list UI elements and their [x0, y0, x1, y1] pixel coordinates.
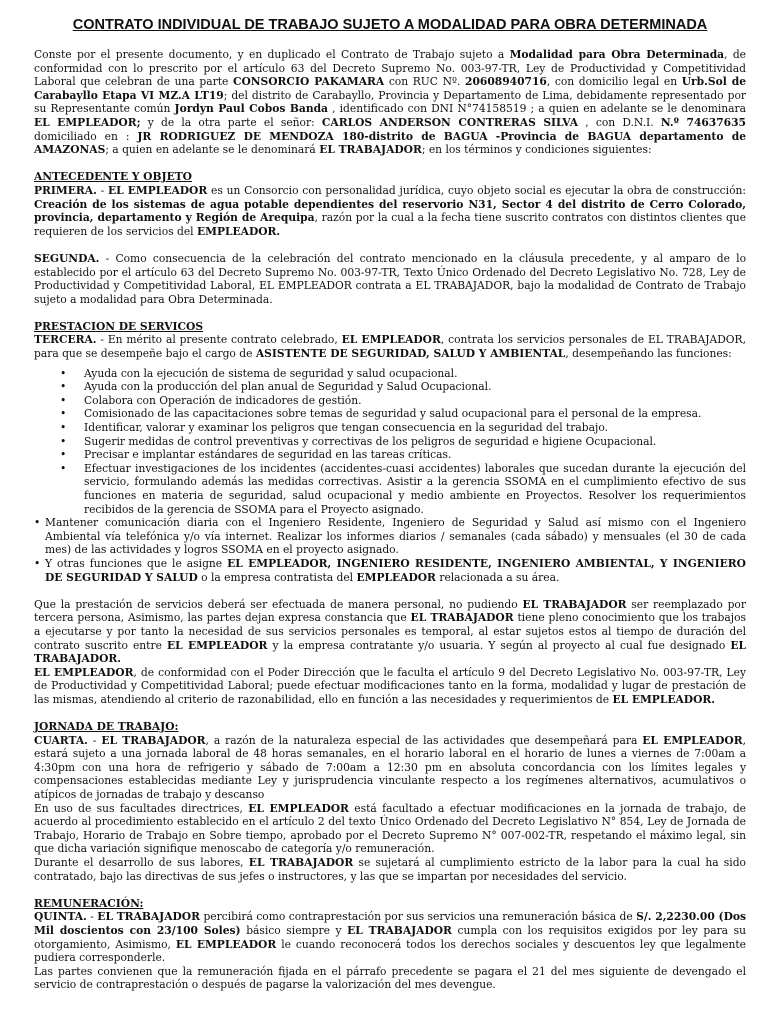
intro-text: ; a quien en adelante se le denominará — [105, 143, 320, 157]
intro-text: Conste por el presente documento, y en duplicado el Contrato de Trabajo sujeto a — [34, 48, 510, 61]
paragraph-work-duties — [34, 856, 746, 883]
intro-text: , de conformidad con lo prescrito por el artículo 63 del Decreto Supremo No. 003-97-TR, Ley de Productividad y Competitividad Laboral que celebran de una parte — [34, 48, 746, 89]
section-heading-prestacion: PRESTACION DE SERVICOS — [34, 319, 204, 333]
extra-functions-list — [34, 516, 746, 584]
paragraph-text: y la empresa contratante y/o usuaria. Y según al proyecto al cual fue designado — [267, 638, 731, 652]
list-item-bold: EL EMPLEADOR, INGENIERO RESIDENTE, INGENIERO AMBIENTAL, Y INGENIERO DE SEGURIDAD Y SALUD — [45, 556, 746, 584]
clause-text: le cuando reconocerá todos los derechos sociales y descuentos ley que legalmente pudiera corresponderle. — [34, 937, 746, 965]
heading-colon: : — [174, 720, 179, 734]
clause-label: QUINTA. — [34, 910, 87, 924]
paragraph-bold: EL TRABAJADOR — [248, 856, 354, 870]
paragraph-schedule-changes — [34, 802, 746, 856]
paragraph-employer-powers — [34, 666, 746, 707]
paragraph-text: ser reemplazado por tercera persona, Asimismo, las partes dejan expresa constancia que — [34, 597, 746, 625]
paragraph-payment-date: Las partes convienen que la remuneración fijada en el párrafo precedente se pagara el 21 del mes siguiente de devengado el servicio de contraprestación o después de pagarse la valorización del mes devengue. — [34, 964, 746, 992]
paragraph-personal-service — [34, 598, 746, 666]
paragraph-bold: EL EMPLEADOR. — [612, 692, 715, 706]
list-item-bold: EMPLEADOR — [356, 570, 436, 584]
clause-bold: EL TRABAJADOR — [347, 924, 452, 937]
project-name: Creación de los sistemas de agua potable dependientes del reservorio N31, Sector 4 del distrito de Cerro Colorado, provincia, departamento y Región de Arequipa — [34, 197, 746, 225]
paragraph-text: está facultado a efectuar modificaciones en la jornada de trabajo, de acuerdo al procedimiento establecido en el artículo 2 del texto Único Ordenado del Decreto Legislativo N° 854, Ley de Jornada de Trabajo, Horario de Trabajo en Sobre tiempo, aprobado por el Decreto Supremo N° 007-002-TR, respetando el máximo legal, sin que dicha variación signifique menoscabo de categoría y/o remuneración. — [34, 801, 747, 856]
paragraph-bold: EL EMPLEADOR — [248, 801, 349, 815]
clause-text: básico siempre y — [240, 924, 348, 937]
list-item: • Colabora con Operación de indicadores de gestión. — [34, 394, 746, 408]
paragraph-text: se sujetará al cumplimiento estricto de la labor para la cual ha sido contratado, bajo las directivas de sus jefes o instructores, y las que se impartan por necesidades del servicio. — [34, 856, 746, 883]
paragraph-bold: EL TRABAJADOR — [522, 597, 627, 611]
clause-label: CUARTA. — [34, 733, 88, 747]
clause-label: PRIMERA. — [34, 183, 97, 197]
clause-cuarta — [34, 734, 746, 802]
clause-text: cumpla con los requisitos exigidos por ley para su otorgamiento, Asimismo, — [34, 924, 746, 951]
document-title: CONTRATO INDIVIDUAL DE TRABAJO SUJETO A MODALIDAD PARA OBRA DETERMINADA — [72, 17, 708, 33]
worker-name: CARLOS ANDERSON CONTRERAS SILVA — [321, 115, 579, 129]
list-item-text: relacionada a su área. — [435, 570, 560, 584]
paragraph-bold: EL TRABAJADOR — [410, 611, 514, 625]
clause-label: TERCERA. — [34, 333, 97, 347]
clause-segunda — [34, 252, 746, 306]
list-item: • Ayuda con la ejecución de sistema de seguridad y salud ocupacional. — [34, 367, 746, 381]
intro-bold: EL EMPLEADOR; — [34, 115, 141, 129]
list-item-text: Y otras funciones que le asigne — [45, 556, 228, 570]
worker-dni: N.º 74637635 — [660, 115, 746, 129]
section-heading-antecedente: ANTECEDENTE Y OBJETO — [34, 170, 192, 184]
intro-bold: Modalidad para Obra Determinada — [509, 48, 725, 61]
clause-bold: EL EMPLEADOR — [642, 733, 743, 747]
heading-text: JORNADA DE TRABAJO — [34, 720, 175, 734]
section-heading-jornada — [34, 720, 746, 734]
clause-text: , desempeñando las funciones: — [565, 347, 732, 361]
clause-bold: EL EMPLEADOR — [175, 937, 277, 951]
paragraph-bold: EL EMPLEADOR — [34, 665, 134, 679]
salary-amount: S/. 2,2230.00 (Dos Mil doscientos con 23/100 Soles) — [34, 910, 746, 937]
clause-label: SEGUNDA. — [34, 251, 100, 265]
list-item — [34, 557, 746, 584]
intro-text: , identificado con DNI N°74158519 ; a quien en adelante se le denominara — [328, 102, 746, 116]
representative-name: Jordyn Paul Cobos Banda — [174, 102, 328, 116]
paragraph-bold: EL TRABAJADOR. — [34, 638, 747, 666]
paragraph-text: tiene pleno conocimiento que los trabajos a ejecutarse y por tanto la necesidad de sus servicios personales es temporal, al estar sujetos estos al tiempo de duración del contrato suscrito entre — [34, 611, 746, 652]
list-item: • Comisionado de las capacitaciones sobre temas de seguridad y salud ocupacional para el personal de la empresa. — [34, 407, 746, 421]
intro-text: domiciliado en : — [34, 129, 138, 143]
section-heading-remuneracion: REMUNERACIÓN: — [34, 896, 144, 910]
intro-bold: EL TRABAJADOR — [319, 143, 422, 157]
list-item: • Efectuar investigaciones de los incidentes (accidentes-cuasi accidentes) laborales que sucedan durante la ejecución del servicio, formulando además las medidas correctivas. Asistir a la gerencia SSOMA en el cumplimiento efectivo de sus funciones en materia de seguridad, salud ocupacional y medio ambiente en Proyectos. Resolver los requerimientos recibidos de la gerencia de SSOMA para el Proyecto asignado. — [34, 462, 746, 516]
paragraph-bold: EL EMPLEADOR — [166, 638, 268, 652]
clause-text: - — [86, 910, 98, 924]
functions-list — [34, 367, 746, 517]
intro-paragraph — [34, 48, 746, 157]
clause-text: - Como consecuencia de la celebración del contrato mencionado en la cláusula precedente, y al amparo de lo establecido por el artículo 63 del Decreto Supremo No. 003-97-TR, Texto Único Ordenado del Decreto Legislativo No. 728, Ley de Productividad y Competitividad Laboral, EL EMPLEADOR contrata a EL TRABAJADOR, bajo la modalidad de Contrato de Trabajo sujeto a modalidad para Obra Determinada. — [34, 251, 746, 306]
clause-bold: EL EMPLEADOR — [108, 183, 208, 197]
intro-text: ; en los términos y condiciones siguientes: — [421, 143, 652, 157]
clause-text: - — [96, 183, 108, 197]
employer-address: Urb.Sol de Carabayllo Etapa VI MZ.A LT19 — [34, 75, 747, 102]
employer-name: CONSORCIO PAKAMARA — [232, 75, 385, 89]
clause-text: es un Consorcio con personalidad jurídica, cuyo objeto social es ejecutar la obra de construcción: — [207, 183, 747, 197]
clause-text: , estará sujeto a una jornada laboral de 48 horas semanales, en el horario laboral en el horario de lunes a viernes de 7:00am a 4:30pm con una hora de refrigerio y sábado de 7:00am a 12:30 pm en absoluta concordancia con los límites legales y compensaciones establecidas mediante Ley y jurisprudencia vinculante respecto a los regímenes alternativos, acumulativos o atípicos de jornadas de trabajo y descanso — [34, 733, 746, 802]
clause-bold: EMPLEADOR. — [197, 224, 281, 238]
intro-text: , con domicilio legal en — [546, 75, 682, 89]
list-item: • Sugerir medidas de control preventivas y correctivas de los peligros de seguridad e higiene Ocupacional. — [34, 435, 746, 449]
clause-bold: EL TRABAJADOR — [101, 733, 206, 747]
intro-text: , con D.N.I. — [578, 115, 661, 129]
clause-bold: EL EMPLEADOR — [341, 333, 441, 347]
clause-text: , a razón de la naturaleza especial de las actividades que desempeñará para — [205, 733, 643, 747]
clause-bold: EL TRABAJADOR — [97, 910, 200, 924]
paragraph-text: Durante el desarrollo de sus labores, — [34, 856, 249, 870]
clause-primera — [34, 184, 746, 238]
worker-address: JR RODRIGUEZ DE MENDOZA 180-distrito de BAGUA -Provincia de BAGUA departamento de AMAZONAS — [34, 129, 746, 157]
intro-text: y de la otra parte el señor: — [140, 115, 322, 129]
list-item: • Ayuda con la producción del plan anual de Seguridad y Salud Ocupacional. — [34, 380, 746, 394]
clause-text: percibirá como contraprestación por sus servicios una remuneración básica de — [200, 910, 637, 924]
paragraph-text: En uso de sus facultades directrices, — [34, 801, 249, 815]
list-item: • Identificar, valorar y examinar los peligros que tengan consecuencia en la seguridad del trabajo. — [34, 421, 746, 435]
list-item-text: o la empresa contratista del — [197, 570, 357, 584]
clause-text: , razón por la cual a la fecha tiene suscrito contratos con distintos clientes que requieren de los servicios del — [34, 211, 746, 238]
list-item: • Precisar e implantar estándares de seguridad en las tareas críticas. — [34, 448, 746, 462]
paragraph-text: , de conformidad con el Poder Dirección que le faculta el artículo 9 del Decreto Legislativo No. 003-97-TR, Ley de Productividad y Competitividad Laboral; puede efectuar modificaciones tanto en la forma, modalidad y lugar de prestación de las mismas, atendiendo al criterio de razonabilidad, ello en función a las necesidades y requerimientos de — [34, 665, 746, 706]
job-title: ASISTENTE DE SEGURIDAD, SALUD Y AMBIENTAL — [255, 347, 566, 361]
intro-text: con RUC Nº. — [384, 75, 466, 89]
clause-tercera — [34, 333, 746, 360]
list-item: • Mantener comunicación diaria con el Ingeniero Residente, Ingeniero de Seguridad y Salud así mismo con el Ingeniero Ambiental vía telefónica y/o vía internet. Realizar los informes diarios / semanales (cada sábado) y mensuales (el 30 de cada mes) de las actividades y logros SSOMA en el proyecto asignado. — [34, 516, 746, 557]
clause-text: , contrata los servicios personales de EL TRABAJADOR, para que se desempeñe bajo el cargo de — [34, 333, 746, 361]
intro-text: ; del distrito de Carabayllo, Provincia y Departamento de Lima, debidamente representado por su Representante común — [34, 88, 746, 116]
clause-text: - En mérito al presente contrato celebrado, — [96, 333, 342, 347]
clause-text: - — [87, 733, 102, 747]
employer-ruc: 20608940716 — [465, 75, 547, 89]
clause-quinta — [34, 910, 746, 964]
paragraph-text: Que la prestación de servicios deberá ser efectuada de manera personal, no pudiendo — [34, 597, 523, 611]
